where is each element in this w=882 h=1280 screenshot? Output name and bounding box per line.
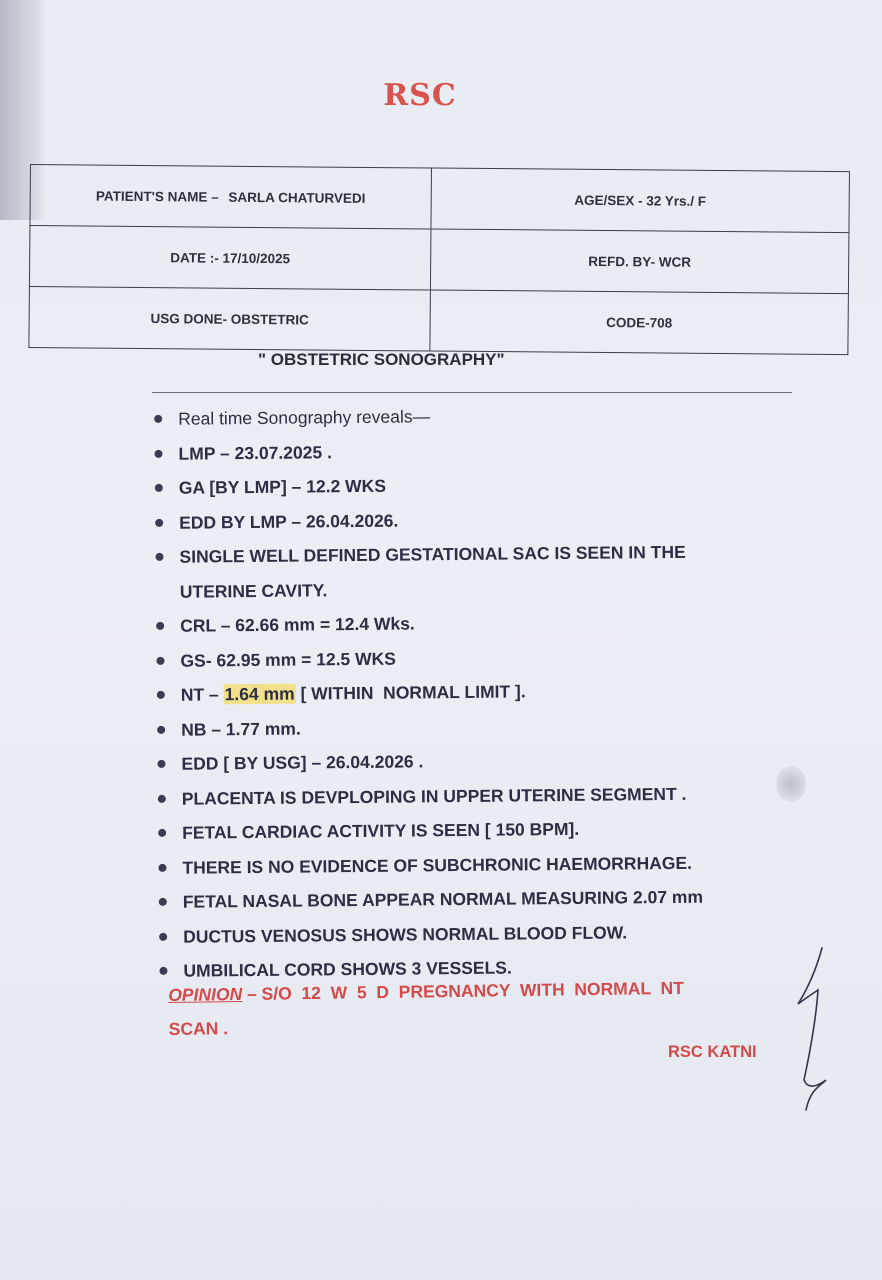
bullet-icon bbox=[157, 725, 165, 733]
date-cell bbox=[29, 226, 431, 290]
finding-text: UMBILICAL CORD SHOWS 3 VESSELS. bbox=[183, 957, 512, 981]
bullet-icon bbox=[155, 484, 163, 492]
patient-name-label: PATIENT'S NAME – bbox=[95, 188, 219, 205]
section-heading: " OBSTETRIC SONOGRAPHY" bbox=[258, 350, 505, 369]
finding-text-continued: UTERINE CAVITY. bbox=[179, 579, 328, 602]
finding-text: LMP – 23.07.2025 . bbox=[178, 441, 332, 464]
age-sex: AGE/SEX - 32 Yrs./ F bbox=[574, 192, 707, 209]
bullet-icon bbox=[157, 691, 165, 699]
opinion-label: OPINION bbox=[168, 983, 243, 1005]
referred-by: REFD. BY- WCR bbox=[588, 253, 692, 270]
bullet-icon bbox=[156, 622, 164, 630]
finding-text: GA [BY LMP] – 12.2 WKS bbox=[178, 475, 387, 498]
intro-text: Real time Sonography reveals— bbox=[178, 406, 431, 429]
bullet-icon bbox=[154, 415, 162, 423]
bullet-icon bbox=[158, 863, 166, 871]
refd-by-cell bbox=[430, 229, 849, 294]
highlighted-nt-value: 1.64 mm bbox=[224, 683, 295, 705]
finding-text: FETAL NASAL BONE APPEAR NORMAL MEASURING 2.07 mm bbox=[182, 886, 704, 912]
finding-text: DUCTUS VENOSUS SHOWS NORMAL BLOOD FLOW. bbox=[183, 921, 628, 947]
finding-text: [ WITHIN NORMAL LIMIT ]. bbox=[295, 681, 526, 704]
bullet-icon bbox=[159, 967, 167, 975]
patient-info-table bbox=[28, 164, 850, 355]
finding-text: NT – bbox=[180, 684, 224, 705]
bullet-icon bbox=[156, 656, 164, 664]
bullet-icon bbox=[155, 518, 163, 526]
finding-text: GS- 62.95 mm = 12.5 WKS bbox=[180, 648, 397, 671]
finding-text: EDD BY LMP – 26.04.2026. bbox=[179, 510, 399, 533]
clinic-title: RSC bbox=[383, 78, 457, 113]
report-code: CODE-708 bbox=[606, 314, 673, 331]
patient-name-value: SARLA CHATURVEDI bbox=[228, 189, 366, 206]
usg-done-cell bbox=[29, 286, 431, 350]
opinion-block bbox=[168, 969, 789, 1046]
finding-text: EDD [ BY USG] – 26.04.2026 . bbox=[181, 751, 424, 774]
patient-name-cell bbox=[30, 165, 432, 229]
bullet-icon bbox=[154, 449, 162, 457]
bullet-icon bbox=[155, 553, 163, 561]
code-cell bbox=[430, 290, 849, 355]
bullet-icon bbox=[159, 932, 167, 940]
bullet-icon bbox=[158, 794, 166, 802]
bullet-icon bbox=[157, 760, 165, 768]
info-row bbox=[29, 286, 849, 354]
opinion-text-continued: SCAN . bbox=[168, 1018, 229, 1039]
bullet-icon bbox=[158, 829, 166, 837]
finding-text: CRL – 62.66 mm = 12.4 Wks. bbox=[180, 613, 415, 636]
opinion-text: – S/O 12 W 5 D PREGNANCY WITH NORMAL NT bbox=[241, 977, 684, 1004]
usg-done: USG DONE- OBSTETRIC bbox=[150, 310, 309, 327]
finding-text: NB – 1.77 mm. bbox=[181, 718, 301, 740]
age-sex-cell bbox=[431, 168, 850, 233]
info-row bbox=[30, 165, 850, 233]
report-date: DATE :- 17/10/2025 bbox=[170, 249, 291, 266]
finding-text: THERE IS NO EVIDENCE OF SUBCHRONIC HAEMORRHAGE. bbox=[182, 852, 693, 878]
findings-list bbox=[148, 396, 794, 989]
info-row bbox=[29, 226, 849, 294]
divider-line bbox=[152, 392, 792, 393]
finding-text: FETAL CARDIAC ACTIVITY IS SEEN [ 150 BPM]. bbox=[182, 818, 580, 843]
bullet-icon bbox=[159, 898, 167, 906]
finding-text: SINGLE WELL DEFINED GESTATIONAL SAC IS SEEN IN THE bbox=[179, 541, 686, 567]
signoff-label: RSC KATNI bbox=[668, 1043, 757, 1061]
handwritten-signature bbox=[786, 940, 846, 1125]
finding-text: PLACENTA IS DEVPLOPING IN UPPER UTERINE SEGMENT . bbox=[181, 783, 687, 809]
list-item bbox=[149, 534, 790, 609]
